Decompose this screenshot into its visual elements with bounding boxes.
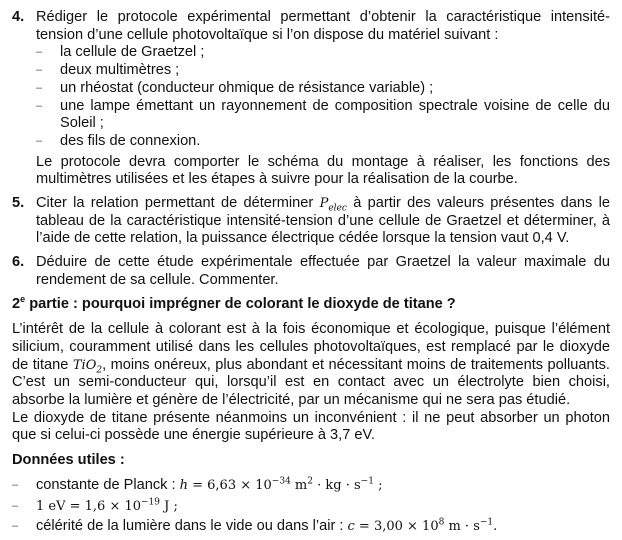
section-heading [12,293,610,314]
list-item [36,62,610,80]
question-number: 4. [12,9,25,25]
light-speed-symbol: c [347,519,355,535]
paragraph-text-b: , moins onéreux, plus abondant et nécessitant moins de traitements polluants. C’est un semi-conducteur qui, lorsqu’il est en contact avec un électrolyte bien choisi, absorbe la lumière et génère de l’électricité, par un mécanisme qui ne sera pas étudié. [12,356,610,409]
constant-light-speed [12,518,610,536]
list-item [36,98,610,133]
unit-text: · kg · s [313,477,361,493]
punctuation: . [493,519,498,535]
question-5 [12,195,610,248]
dash-bullet: – [36,134,43,147]
section-number: 2 [12,295,21,312]
exponent: −34 [271,476,291,487]
list-item [36,44,610,62]
question-4-text: Rédiger le protocole expérimental permettant d’obtenir la caractéristique intensité-tension d’une cellule photovoltaïque si l’on dispose du matériel suivant : [36,9,610,43]
dash-bullet: – [12,499,19,512]
formula-tio2 [72,357,103,376]
unit-text: m [290,477,308,493]
list-item-text: deux multimètres ; [60,62,180,79]
dash-bullet: – [36,99,43,112]
constant-label: constante de Planck : [36,476,176,493]
list-item [36,133,610,151]
dash-bullet: – [36,46,43,59]
value-text: = 6,63 × 10 [187,477,272,493]
exponent: 2 [307,476,313,487]
unit-text: J [160,498,170,514]
list-item-text: un rhéostat (conducteur ohmique de résistance variable) ; [60,79,434,96]
punctuation: ; [373,477,383,493]
dash-bullet: – [36,81,43,94]
question-6-text: Déduire de cette étude expérimentale effectuée par Graetzel la valeur maximale du rendement de sa cellule. Commenter. [36,254,610,288]
value-text: = 3,00 × 10 [354,519,439,535]
section-number-superscript: e [20,293,26,304]
list-item-text: des fils de connexion. [60,132,201,149]
question-5-text-a: Citer la relation permettant de déterminer [36,195,314,212]
question-4-outro: Le protocole devra comporter le schéma du montage à réaliser, les fonctions des multimètres utilisées et les étapes à suivre pour la réalisation de la courbe. [36,153,610,188]
unit-text: m · s [444,519,480,535]
document-page [12,9,610,536]
formula-subscript: 2 [96,365,103,376]
question-5-text [36,195,610,248]
planck-symbol: h [179,477,188,493]
dash-bullet: – [12,520,19,533]
punctuation: ; [169,498,178,514]
list-item-text: une lampe émettant un rayonnement de composition spectrale voisine de celle du Soleil ; [60,97,610,132]
question-4 [12,9,610,189]
dash-bullet: – [36,64,43,77]
question-number: 5. [12,195,25,212]
list-item-text: la cellule de Graetzel ; [60,44,205,61]
power-symbol-subscript: elec [328,203,347,214]
constant-planck [12,477,610,495]
exponent: 8 [438,517,445,528]
constant-label: célérité de la lumière dans le vide ou dans l’air : [36,518,344,535]
data-heading: Données utiles : [12,452,125,469]
power-symbol [319,196,347,214]
dash-bullet: – [12,478,19,491]
planck-value [188,478,382,493]
power-symbol-letter: P [319,196,329,212]
light-speed-value [355,519,498,534]
paragraph-drawback: Le dioxyde de titane présente néanmoins un inconvénient : il ne peut absorber un photon que si celui-ci possède une énergie supérieure à 3,7 eV. [12,409,610,444]
list-item [36,80,610,98]
exponent: −19 [141,497,161,508]
exponent: −1 [479,517,494,528]
ev-value [36,499,178,514]
exponent: −1 [360,476,374,487]
question-number: 6. [12,254,25,271]
section-title: partie : pourquoi imprégner de colorant le dioxyde de titane ? [29,295,456,312]
value-text: 1 eV = 1,6 × 10 [36,498,142,514]
formula-text: TiO [72,357,97,373]
question-6 [12,254,610,289]
constant-electronvolt [12,498,610,516]
paragraph-titanium [12,321,610,410]
paragraph-text-a: L’intérêt de la cellule à colorant est à la fois économique et écologique, puisque l’élément silicium, couramment utilisé dans les cellules photovoltaïques, est remplacé par le dioxyde de titane [12,321,610,373]
question-5-text-b: à partir des valeurs présentes dans le tableau de la caractéristique intensité-tension d’une cellule de Graetzel et déterminer, à l’aide de cette relation, la puissance électrique cédée lorsque la tension vaut 0,4 V. [36,195,610,247]
